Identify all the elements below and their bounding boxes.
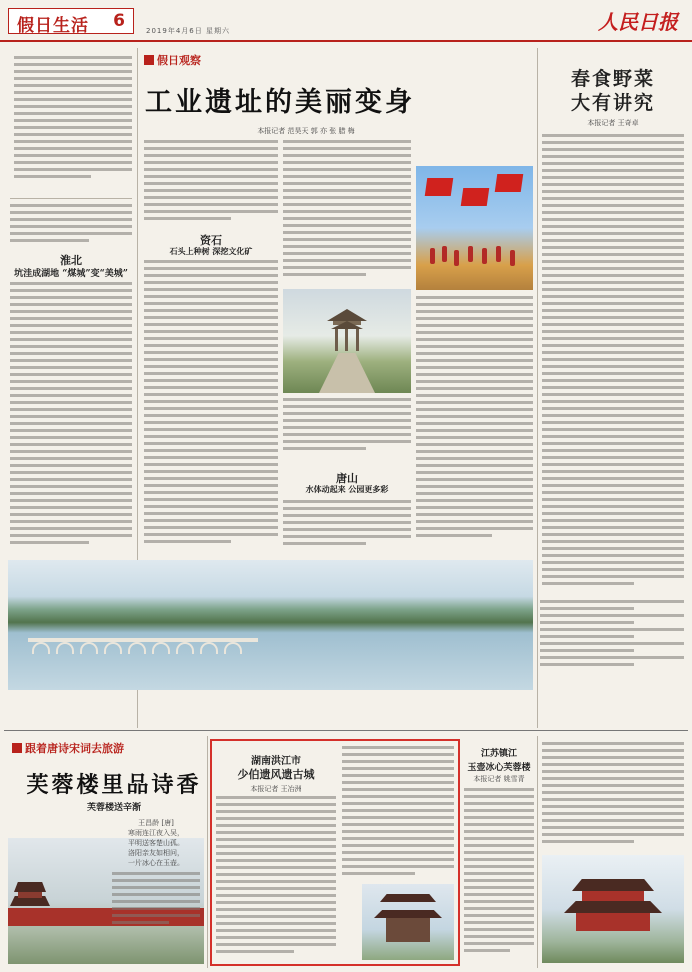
pavilion-drawing [325, 307, 369, 353]
park-pavilion-photo [283, 289, 411, 393]
building-roof [380, 894, 436, 902]
red-flag [425, 178, 454, 196]
hunan-title-line1: 湖南洪江市 [251, 756, 301, 767]
sub2-deck: 水体动起来 公园更多彩 [305, 484, 389, 494]
huaibei-article [10, 282, 132, 554]
building-body [386, 918, 430, 942]
poem-author: 王昌龄 [唐] [138, 819, 174, 827]
page-number: 6 [113, 11, 125, 31]
note-divider [10, 198, 132, 199]
feature-title: 工业遗址的美丽变身 [145, 87, 415, 118]
section-name: 假日生活 [17, 16, 89, 36]
pavilion-body [576, 913, 650, 931]
hunan-article-col2 [342, 746, 454, 880]
section-label [8, 8, 134, 34]
column-divider [537, 48, 538, 728]
pavilion-body [582, 891, 644, 901]
poem-text [112, 828, 200, 868]
jiangsu-article-col2 [542, 742, 684, 850]
poem-line: 平明送客楚山孤。 [128, 839, 184, 847]
lake-bridge-photo [8, 560, 533, 690]
poem-name: 芙蓉楼送辛渐 [86, 803, 141, 813]
jiangsu-title-line1: 江苏镇江 [464, 746, 534, 759]
left-subhead-deck: 坑洼成湖地 “煤城”变“美城” [14, 269, 128, 279]
spring-byline: 本报记者 王奇卓 [587, 119, 639, 127]
feature-body-col1 [144, 140, 278, 228]
feature-body-col2b [283, 398, 411, 454]
sub1-title: 资石 [200, 234, 222, 247]
column-divider [537, 736, 538, 968]
runner [468, 246, 473, 262]
bridge-arch [104, 642, 122, 654]
bridge-arch [176, 642, 194, 654]
ancient-building-photo [362, 884, 454, 960]
editor-note [14, 56, 132, 196]
sub2-title: 唐山 [336, 472, 358, 485]
runner [442, 246, 447, 262]
runner [510, 250, 515, 266]
section-divider [4, 730, 688, 731]
jiangsu-title-line2: 玉壶冰心芙蓉楼 [464, 760, 534, 773]
pavilion-roof [564, 901, 662, 913]
feature-body-col3 [416, 296, 533, 554]
runner [454, 250, 459, 266]
runners-photo [416, 166, 533, 290]
column-divider [207, 736, 208, 968]
feature-tag [144, 52, 201, 68]
bridge-arch [200, 642, 218, 654]
feature-byline: 本报记者 范昊天 郭 亦 张 腊 梅 [257, 127, 355, 135]
sub1-deck: 石头上种树 深挖文化矿 [169, 246, 253, 256]
masthead [0, 0, 692, 42]
spring-title-line2: 大有讲究 [570, 92, 655, 114]
bridge-arch [152, 642, 170, 654]
poem-section-tag [12, 740, 124, 756]
feature-body-col2c [283, 500, 411, 554]
bridge-arch [128, 642, 146, 654]
feature-tag-label: 假日观察 [157, 54, 201, 67]
poem-intro [112, 872, 200, 936]
red-flag [461, 188, 490, 206]
park-path [319, 353, 375, 393]
poem-section-title: 芙蓉楼里品诗香 [26, 772, 202, 798]
tower-roof [14, 882, 46, 892]
spring-article [542, 134, 684, 594]
poem-line: 洛阳亲友如相问， [128, 849, 184, 857]
photo-captions [540, 600, 684, 690]
runner [496, 246, 501, 262]
spring-title-line1: 春食野菜 [570, 68, 655, 90]
pavilion-roof [572, 879, 654, 891]
poem-line: 寒雨连江夜入吴， [128, 829, 184, 837]
feature-body-col2 [283, 140, 411, 284]
tag-marker [144, 55, 154, 65]
building-roof [374, 910, 442, 918]
feature-body-col1b [144, 260, 278, 554]
bridge-arch [80, 642, 98, 654]
runner [430, 248, 435, 264]
poem-line: 一片冰心在玉壶。 [128, 859, 184, 867]
hunan-byline: 本报记者 王冶洲 [250, 785, 302, 793]
bridge-arch [224, 642, 242, 654]
bridge-arch [32, 642, 50, 654]
paper-logo: 人民日报 [598, 10, 678, 34]
tag-marker [12, 743, 22, 753]
red-flag [495, 174, 524, 192]
jiangsu-byline: 本报记者 姚雪青 [464, 774, 534, 784]
intro-text [10, 204, 132, 248]
hunan-title-line2: 少伯遗风遗古城 [237, 768, 315, 781]
issue-date: 2019年4月6日 星期六 [146, 27, 230, 35]
bridge-arch [56, 642, 74, 654]
poem-section-tag-label: 跟着唐诗宋词去旅游 [25, 742, 124, 755]
runner [482, 248, 487, 264]
furong-pavilion-photo [542, 855, 684, 963]
hunan-article-col1 [216, 796, 336, 962]
left-subhead-title: 淮北 [60, 254, 82, 267]
tower-body [18, 892, 42, 898]
